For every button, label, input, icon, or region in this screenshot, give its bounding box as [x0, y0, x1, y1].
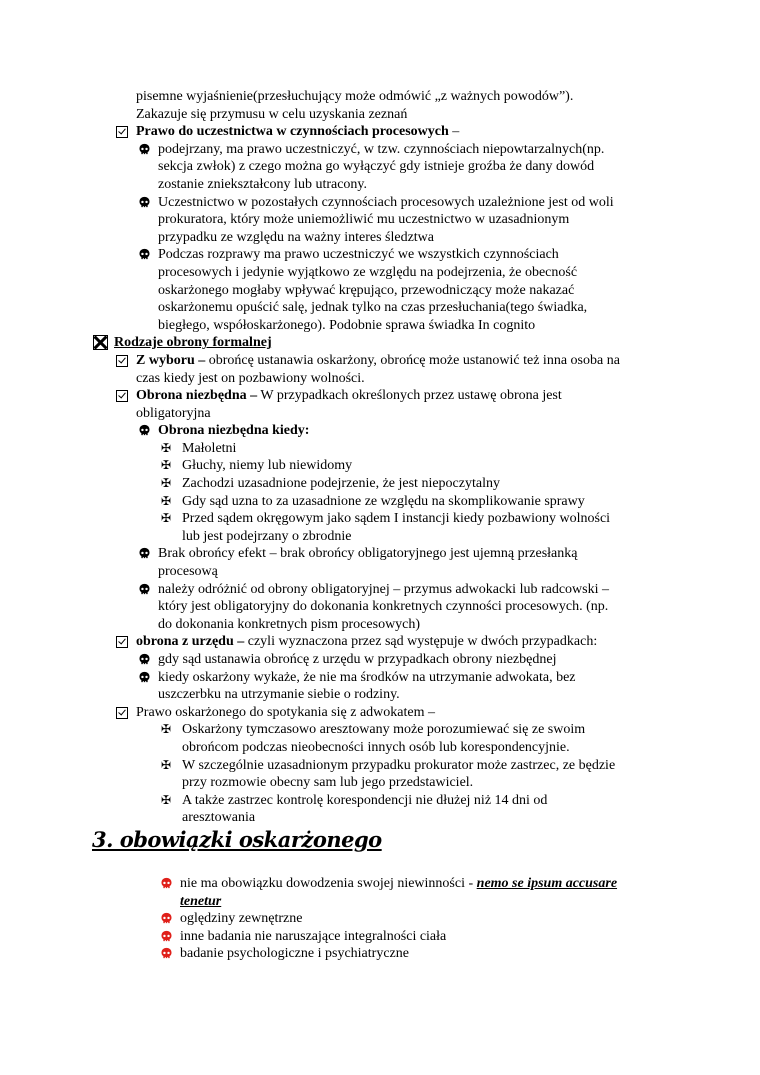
duty-row [0, 875, 760, 893]
text-line [0, 405, 760, 423]
list-item-continuation [0, 528, 760, 546]
list-item-text: aresztowania [182, 810, 256, 826]
list-item-text: Uczestnictwo w pozostałych czynnościach procesowych uzależnione jest od woli [158, 194, 614, 210]
check-box-icon [114, 387, 130, 405]
list-item [0, 545, 760, 563]
text-line [0, 370, 760, 388]
meeting-row [0, 704, 760, 722]
skull-icon [136, 669, 152, 688]
list-item-text: Brak obrońcy efekt – brak obrońcy obligatoryjnego jest ujemną przesłanką [158, 546, 578, 562]
choice-label: Z wyboru – [136, 352, 206, 368]
check-box-icon [114, 704, 130, 722]
choice-row [0, 352, 760, 370]
list-item-text: procesowych i jedynie wyjątkowo ze względu na podejrzenia, że obecność [158, 264, 578, 280]
maltese-cross-icon: ✠ [160, 476, 172, 491]
intro-line-2: Zakazuje się przymusu w celu uzyskania zeznań [136, 106, 408, 122]
list-item-continuation [0, 158, 760, 176]
check-box-icon [114, 352, 130, 370]
official-row [0, 633, 760, 651]
skull-icon [136, 141, 152, 160]
maltese-cross-icon: ✠ [160, 792, 172, 807]
intro-line-1: pisemne wyjaśnienie(przesłuchujący może odmówić „z ważnych powodów”). [136, 89, 574, 104]
list-item-text: obrońcom podczas nieobecności innych osób lub korespondencyjnie. [182, 739, 570, 755]
list-item-text: gdy sąd ustanawia obrońcę z urzędu w przypadkach obrony niezbędnej [158, 652, 557, 667]
list-item-text: biegłego, współoskarżonego). Podobnie sprawa świadka In cognito [158, 317, 536, 333]
meeting-title: Prawo oskarżonego do spotykania się z adwokatem – [136, 704, 435, 720]
mandatory-line-2: obligatoryjna [136, 405, 211, 421]
red-skull-icon [158, 945, 174, 964]
list-item-continuation [0, 563, 760, 581]
mandatory-notes-list [0, 545, 760, 633]
list-item-text: należy odróżnić od obrony obligatoryjnej – przymus adwokacki lub radcowski – [158, 581, 609, 597]
list-item [0, 721, 760, 739]
mandatory-label: Obrona niezbędna – [136, 388, 258, 404]
duties-heading: 3. obowiązki oskarżonego [92, 826, 382, 852]
check-box-icon [114, 633, 130, 651]
participation-title: Prawo do uczestnictwa w czynnościach procesowych [136, 124, 449, 140]
list-item-text: do dokonania konkretnych pism procesowych) [158, 616, 421, 632]
list-item-continuation [0, 317, 760, 335]
list-item-text: Gdy sąd uzna to za uzasadnione ze względu na skomplikowanie sprawy [182, 493, 585, 509]
list-item-text: procesową [158, 564, 218, 580]
list-item [0, 945, 760, 963]
list-item-text: Podczas rozprawy ma prawo uczestniczyć we wszystkich czynnościach [158, 247, 559, 263]
red-skull-icon [158, 928, 174, 947]
list-item [0, 910, 760, 928]
list-item-continuation [0, 774, 760, 792]
list-item-continuation [0, 739, 760, 757]
list-item-text: W szczególnie uzasadnionym przypadku prokurator może zastrzec, ze będzie [182, 757, 616, 773]
maltese-cross-icon: ✠ [160, 440, 172, 455]
text-line [0, 893, 760, 911]
list-item-text: Zachodzi uzasadnione podejrzenie, że jest niepoczytalny [182, 476, 500, 492]
x-box-icon [92, 333, 108, 354]
skull-icon [136, 651, 152, 670]
list-item [0, 141, 760, 159]
list-item-text: uszczerbku na utrzymanie siebie o rodziny. [158, 687, 400, 703]
list-item-text: Małoletni [182, 440, 237, 456]
duty-latin: nemo se ipsum accusare [476, 875, 618, 891]
official-list [0, 651, 760, 704]
maltese-cross-icon: ✠ [160, 722, 172, 737]
list-item [0, 194, 760, 212]
check-box-icon [114, 123, 130, 141]
document-page [0, 88, 760, 963]
list-item-text: Oskarżony tymczasowo aresztowany może porozumiewać się ze swoim [182, 722, 586, 738]
list-item [0, 475, 760, 493]
list-item-text: kiedy oskarżony wykaże, że nie ma środków na utrzymanie adwokata, bez [158, 669, 576, 685]
list-item-text: przypadku ze względu na ważny interes śledztwa [158, 229, 434, 245]
list-item [0, 669, 760, 687]
defense-types-title: Rodzaje obrony formalnej [114, 335, 272, 351]
list-item-text: podejrzany, ma prawo uczestniczyć, w tzw. czynnościach niepowtarzalnych(np. [158, 141, 605, 157]
list-item-text: Przed sądem okręgowym jako sądem I instancji kiedy pozbawiony wolności [182, 511, 611, 527]
red-skull-icon [158, 875, 174, 894]
choice-line-1: obrońcę ustanawia oskarżony, obrońcę może ustanowić też inna osoba na [205, 352, 620, 368]
list-item-text: Głuchy, niemy lub niewidomy [182, 458, 353, 474]
maltese-cross-icon: ✠ [160, 493, 172, 508]
list-item [0, 928, 760, 946]
list-item-continuation [0, 211, 760, 229]
list-item-continuation [0, 176, 760, 194]
choice-line-2: czas kiedy jest on pozbawiony wolności. [136, 370, 365, 386]
mandatory-row [0, 387, 760, 405]
list-item-text: lub jest podejrzany o zbrodnie [182, 528, 352, 544]
list-item [0, 440, 760, 458]
list-item-text: A także zastrzec kontrolę korespondencji nie dłużej niż 14 dni od [182, 792, 548, 808]
maltese-cross-icon: ✠ [160, 511, 172, 526]
text-line [0, 88, 760, 106]
participation-list [0, 141, 760, 335]
list-item-text: zostanie zniekształcony lub utracony. [158, 176, 368, 192]
mandatory-when-label: Obrona niezbędna kiedy: [158, 423, 310, 439]
list-item-continuation [0, 299, 760, 317]
meeting-list [0, 721, 760, 827]
skull-icon [136, 194, 152, 213]
skull-icon [136, 246, 152, 265]
defense-types-title-row [0, 334, 760, 352]
list-item-continuation [0, 282, 760, 300]
list-item-text: inne badania nie naruszające integralności ciała [180, 928, 447, 944]
official-line: czyli wyznaczona przez sąd występuje w dwóch przypadkach: [244, 634, 598, 650]
list-item-text: oskarżonego mogłaby wpływać krępująco, przewodniczący może nakazać [158, 282, 575, 298]
list-item-continuation [0, 264, 760, 282]
list-item [0, 246, 760, 264]
official-label: obrona z urzędu – [136, 634, 245, 650]
red-skull-icon [158, 910, 174, 929]
list-item [0, 757, 760, 775]
list-item-continuation [0, 616, 760, 634]
mandatory-when-list [0, 440, 760, 546]
skull-icon [136, 422, 152, 441]
list-item-text: badanie psychologiczne i psychiatryczne [180, 946, 409, 962]
text-line [0, 106, 760, 124]
list-item-text: przy rozmowie obecny sam lub jego przedstawiciel. [182, 775, 474, 791]
list-item [0, 651, 760, 669]
mandatory-line-1: W przypadkach określonych przez ustawę obrona jest [257, 388, 562, 404]
participation-title-row [0, 123, 760, 141]
list-item [0, 792, 760, 810]
list-item [0, 493, 760, 511]
skull-icon [136, 581, 152, 600]
list-item-continuation [0, 809, 760, 827]
skull-icon [136, 545, 152, 564]
list-item-text: oględziny zewnętrzne [180, 911, 303, 927]
duty-latin-2: tenetur [180, 893, 222, 909]
list-item-text: oskarżonemu opuścić salę, jednak tylko na czas przesłuchania(tego świadka, [158, 300, 588, 316]
list-item-text: który jest obligatoryjny do dokonania konkretnych czynności procesowych. (np. [158, 599, 609, 615]
list-item [0, 581, 760, 599]
list-item [0, 510, 760, 528]
list-item-continuation [0, 598, 760, 616]
list-item [0, 457, 760, 475]
list-item-text: prokuratora, który może uniemożliwić mu uczestnictwo w uzasadnionym [158, 212, 570, 228]
maltese-cross-icon: ✠ [160, 757, 172, 772]
mandatory-when-row [0, 422, 760, 440]
duties-heading-row [0, 827, 760, 875]
duties-list [0, 910, 760, 963]
duty-first-text: nie ma obowiązku dowodzenia swojej niewinności - [180, 875, 477, 891]
participation-title-suffix: – [448, 124, 460, 140]
list-item-continuation [0, 229, 760, 247]
maltese-cross-icon: ✠ [160, 458, 172, 473]
list-item-text: sekcja zwłok) z czego można go wyłączyć gdy istnieje groźba że dany dowód [158, 159, 595, 175]
list-item-continuation [0, 686, 760, 704]
